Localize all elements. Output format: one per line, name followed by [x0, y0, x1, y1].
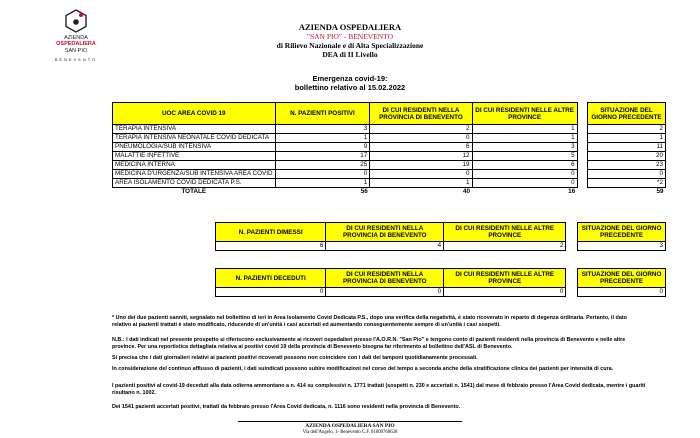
header-deceduti: N. PAZIENTI DECEDUTI	[216, 269, 326, 288]
header-other: DI CUI RESIDENTI NELLE ALTRE PROVINCE	[444, 269, 566, 288]
row-other: 1	[472, 125, 577, 134]
row-pos: 0	[275, 170, 370, 179]
header-bn: DI CUI RESIDENTI NELLA PROVINCIA DI BENEVENTO	[370, 103, 472, 125]
row-bn: 1	[370, 179, 472, 188]
total-label: TOTALE	[181, 188, 207, 195]
main-table	[112, 102, 666, 196]
row-other: 1	[472, 134, 577, 143]
total-prev: 59	[656, 188, 664, 195]
header-other: DI CUI RESIDENTI NELLE ALTRE PROVINCE	[472, 103, 577, 125]
logo-line4: BENEVENTO	[54, 57, 98, 62]
row-prev: 11	[587, 143, 665, 152]
table-row	[113, 152, 666, 161]
row-name: TERAPIA INTENSIVA	[113, 125, 276, 134]
row-bn: 0	[370, 134, 472, 143]
row-name: MALATTIE INFETTIVE	[113, 152, 276, 161]
total-row	[113, 188, 666, 197]
row-pos: 3	[275, 125, 370, 134]
header-subtitle: "SAN PIO" - BENEVENTO	[306, 32, 394, 41]
dimessi-prev: 3	[578, 242, 666, 251]
header-line4: DEA di II Livello	[322, 50, 378, 59]
header-bn: DI CUI RESIDENTI NELLA PROVINCIA DI BENEVENTO	[326, 269, 444, 288]
row-pos: 25	[275, 161, 370, 170]
table-row	[113, 134, 666, 143]
dimessi-bn: 4	[326, 242, 444, 251]
logo-line2: OSPEDALIERA	[56, 41, 96, 47]
header-title: AZIENDA OSPEDALIERA	[298, 22, 402, 32]
footer-name: AZIENDA OSPEDALIERA SAN PIO	[305, 423, 395, 429]
row-bn: 12	[370, 152, 472, 161]
note-asterisk: * Uno dei due pazienti sanniti, segnalato nel bollettino di ieri in Area Isolamento Covid Dedicata P.S., dopo una verifica della negatività, è stato ricoverato in reparto di degenza ordinaria. Pertanto, il dato relativo ai pazienti trattati è stato modificato, riducendo di un'unità i casi accertati ed aumentando conseguentemente sempre di un'unità i casi sospetti.	[112, 315, 627, 328]
row-bn: 6	[370, 143, 472, 152]
deceduti-prev: 0	[578, 288, 666, 297]
row-prev: 2	[587, 125, 665, 134]
table-row	[113, 143, 666, 152]
row-name: TERAPIA INTENSIVA NEONATALE COVID DEDICATA	[113, 134, 276, 143]
table-row	[216, 288, 666, 297]
row-bn: 2	[370, 125, 472, 134]
row-other: 6	[472, 161, 577, 170]
hexagon-logo-icon	[63, 8, 89, 34]
report-title: Emergenza covid-19:	[312, 74, 388, 83]
table-row	[113, 125, 666, 134]
footer-address: Via dell'Angelo, 1- Benevento C.F. 01009760628	[302, 430, 398, 435]
header-uoc: UOC AREA COVID 19	[113, 103, 276, 125]
report-subtitle: bollettino relativo al 15.02.2022	[294, 83, 406, 92]
row-name: PNEUMOLOGIA/SUB INTENSIVA	[113, 143, 276, 152]
header-prev: SITUAZIONE DEL GIORNO PRECEDENTE	[578, 269, 666, 288]
header-line3: di Rilievo Nazionale e di Alta Specializzazione	[276, 41, 424, 50]
header-prev: SITUAZIONE DEL GIORNO PRECEDENTE	[587, 103, 665, 125]
deceduti-bn: 0	[326, 288, 444, 297]
note-deceduti: I pazienti positivi al covid-19 deceduti alla data odierna ammontano a n. 414 su complessivi n. 1771 trattati (sospetti n. 230 e accertati n. 1541) dal mese di febbraio presso l'Area Covid dedicata, mentre i guariti risultano n. 1002.	[112, 383, 646, 396]
dimessi-other: 2	[444, 242, 566, 251]
total-pos: 56	[360, 188, 368, 195]
row-name: MEDICINA INTERNA	[113, 161, 276, 170]
total-bn: 40	[463, 188, 471, 195]
note-considerazione: In considerazione del continuo afflusso di pazienti, i dati suindicati possono subire modificazioni nel corso del tempo a seconda anche della stratificazione clinica dei pazienti per intensità di cura.	[112, 366, 614, 372]
row-prev: 1	[587, 134, 665, 143]
row-bn: 0	[370, 170, 472, 179]
table-row	[113, 179, 666, 188]
hospital-logo	[44, 8, 108, 70]
row-prev: 23	[587, 161, 665, 170]
row-pos: 1	[275, 134, 370, 143]
deceduti-other: 0	[444, 288, 566, 297]
footer-divider	[238, 421, 462, 422]
note-nb: N.B.: I dati indicati nel presente prospetto si riferiscono esclusivamente ai ricoveri ospedalieri presso l'A.O.R.N. "San Pio" e tengono conto di pazienti residenti nella provincia di Benevento e nelle altre province. Per una reportistica dettagliata relativa ai positivi covid 19 della provincia di Benevento bisogna far riferimento al bollettino dell'ASL di Benevento.	[112, 337, 626, 350]
row-name: MEDICINA D'URGENZA/SUB INTENSIVA AREA COVID	[113, 170, 276, 179]
row-pos: 1	[275, 179, 370, 188]
total-other: 16	[568, 188, 576, 195]
row-other: 0	[472, 170, 577, 179]
row-pos: 17	[275, 152, 370, 161]
logo-line3: SAN PIO	[64, 48, 88, 54]
deceduti-value: 0	[216, 288, 326, 297]
header-prev: SITUAZIONE DEL GIORNO PRECEDENTE	[578, 223, 666, 242]
header-bn: DI CUI RESIDENTI NELLA PROVINCIA DI BENEVENTO	[326, 223, 444, 242]
note-accertati: Dei 1541 pazienti accertati positivi, trattati da febbraio presso l'Area Covid dedicata, n. 1116 sono residenti nella provincia di Benevento.	[112, 404, 461, 410]
deceduti-table	[215, 268, 666, 297]
row-name: AREA ISOLAMENTO COVID DEDICATA P.S.	[113, 179, 276, 188]
table-row	[113, 161, 666, 170]
note-precisa: Si precisa che i dati giornalieri relativi ai pazienti positivi ricoverati possono non coincidere con i dati dei tamponi quotidianamente processati.	[112, 355, 478, 361]
row-prev: 0	[587, 170, 665, 179]
row-pos: 9	[275, 143, 370, 152]
dimessi-value: 6	[216, 242, 326, 251]
logo-line1: AZIENDA	[64, 35, 88, 41]
row-bn: 19	[370, 161, 472, 170]
table-row	[216, 242, 666, 251]
row-prev: 20	[587, 152, 665, 161]
header-dimessi: N. PAZIENTI DIMESSI	[216, 223, 326, 242]
row-other: 3	[472, 143, 577, 152]
header-positivi: N. PAZIENTI POSITIVI	[275, 103, 370, 125]
table-row	[113, 170, 666, 179]
dimessi-table	[215, 222, 666, 251]
row-other: 0	[472, 179, 577, 188]
row-other: 5	[472, 152, 577, 161]
row-prev: *2	[587, 179, 665, 188]
header-other: DI CUI RESIDENTI NELLE ALTRE PROVINCE	[444, 223, 566, 242]
